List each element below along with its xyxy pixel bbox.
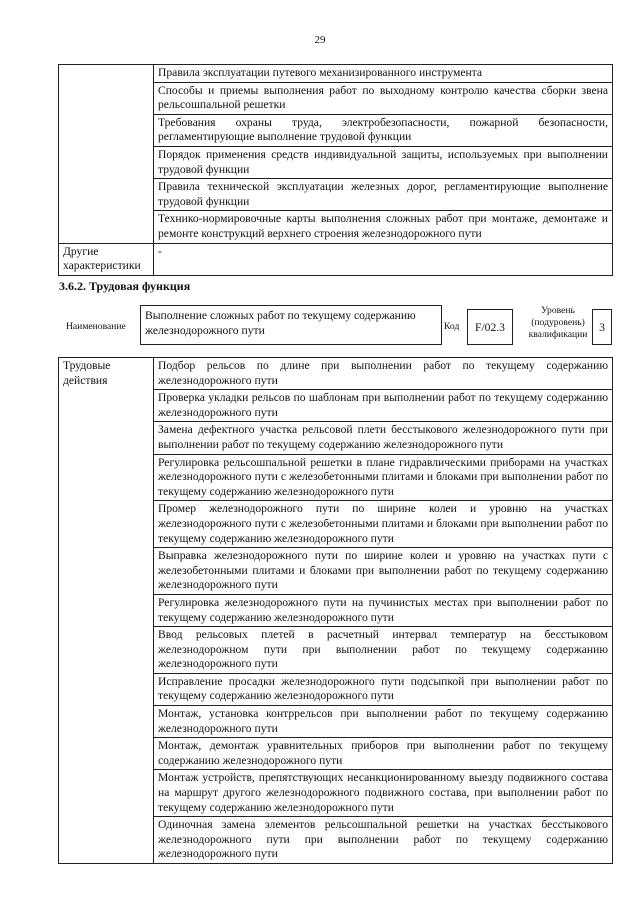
table-cell: Порядок применения средств индивидуальной защиты, используемых при выполнении трудовой функции <box>154 146 613 178</box>
level-label: Уровень (подуровень) квалификации <box>528 305 588 340</box>
labor-actions-label: Трудовые действия <box>59 358 154 864</box>
table-cell: Технико-нормировочные карты выполнения сложных работ при монтаже, демонтаже и ремонте конструкций верхнего строения железнодорожного пути <box>154 211 613 243</box>
name-value: Выполнение сложных работ по текущему содержанию железнодорожного пути <box>140 305 442 345</box>
table-cell: Монтаж, демонтаж уравнительных приборов при выполнении работ по текущему содержанию железнодорожного пути <box>154 738 613 770</box>
table-cell: Замена дефектного участка рельсовой плети бесстыкового железнодорожного пути при выполнении работ по текущему содержанию железнодорожного пути <box>154 422 613 454</box>
table-cell: Исправление просадки железнодорожного пути подсыпкой при выполнении работ по текущему содержанию железнодорожного пути <box>154 673 613 705</box>
table-row <box>59 243 613 275</box>
other-characteristics-value: - <box>154 243 613 275</box>
function-header <box>58 303 614 347</box>
table-cell: Одиночная замена элементов рельсошпальной решетки на участках бесстыкового железнодорожного пути при выполнении работ по текущему содержанию железнодорожного пути <box>154 817 613 864</box>
table-cell: Правила технической эксплуатации железных дорог, регламентирующие выполнение трудовой функции <box>154 179 613 211</box>
knowledge-table <box>58 64 613 276</box>
table-row <box>59 65 613 83</box>
table-cell: Регулировка рельсошпальной решетки в плане гидравлическими приборами на участках железнодорожного пути с железобетонными плитами и блоками при выполнении работ по текущему содержанию железнодорожного пути <box>154 454 613 501</box>
code-value: F/02.3 <box>467 309 513 345</box>
empty-label-cell <box>59 65 154 244</box>
table-row <box>59 358 613 390</box>
table-cell: Выправка железнодорожного пути по ширине колеи и уровню на участках пути с железобетонными плитами и блоками при выполнении работ по текущему содержанию железнодорожного пути <box>154 548 613 595</box>
code-label: Код <box>444 321 460 332</box>
labor-actions-table <box>58 357 613 864</box>
table-cell: Монтаж, установка контррельсов при выполнении работ по текущему содержанию железнодорожного пути <box>154 706 613 738</box>
table-cell: Требования охраны труда, электробезопасности, пожарной безопасности, регламентирующие выполнение трудовой функции <box>154 114 613 146</box>
table-cell: Правила эксплуатации путевого механизированного инструмента <box>154 65 613 83</box>
table-cell: Регулировка железнодорожного пути на пучинистых местах при выполнении работ по текущему содержанию железнодорожного пути <box>154 594 613 626</box>
section-heading: 3.6.2. Трудовая функция <box>59 279 191 293</box>
other-characteristics-label: Другие характеристики <box>59 243 154 275</box>
table-cell: Способы и приемы выполнения работ по выходному контролю качества сборки звена рельсошпальной решетки <box>154 82 613 114</box>
level-value: 3 <box>592 309 612 345</box>
table-cell: Монтаж устройств, препятствующих несанкционированному выезду подвижного состава на маршрут другого железнодорожного подвижного состава, при выполнении работ по текущему содержанию железнодорожного пути <box>154 770 613 817</box>
table-cell: Промер железнодорожного пути по ширине колеи и уровню на участках железнодорожного пути с железобетонными плитами и блоками при выполнении работ по текущему содержанию железнодорожного пути <box>154 501 613 548</box>
table-cell: Ввод рельсовых плетей в расчетный интервал температур на бесстыковом железнодорожном пути при выполнении работ по текущему содержанию железнодорожного пути <box>154 627 613 674</box>
table-cell: Проверка укладки рельсов по шаблонам при выполнении работ по текущему содержанию железнодорожного пути <box>154 390 613 422</box>
name-label: Наименование <box>66 321 126 332</box>
table-cell: Подбор рельсов по длине при выполнении работ по текущему содержанию железнодорожного пути <box>154 358 613 390</box>
page-number: 29 <box>314 34 326 46</box>
